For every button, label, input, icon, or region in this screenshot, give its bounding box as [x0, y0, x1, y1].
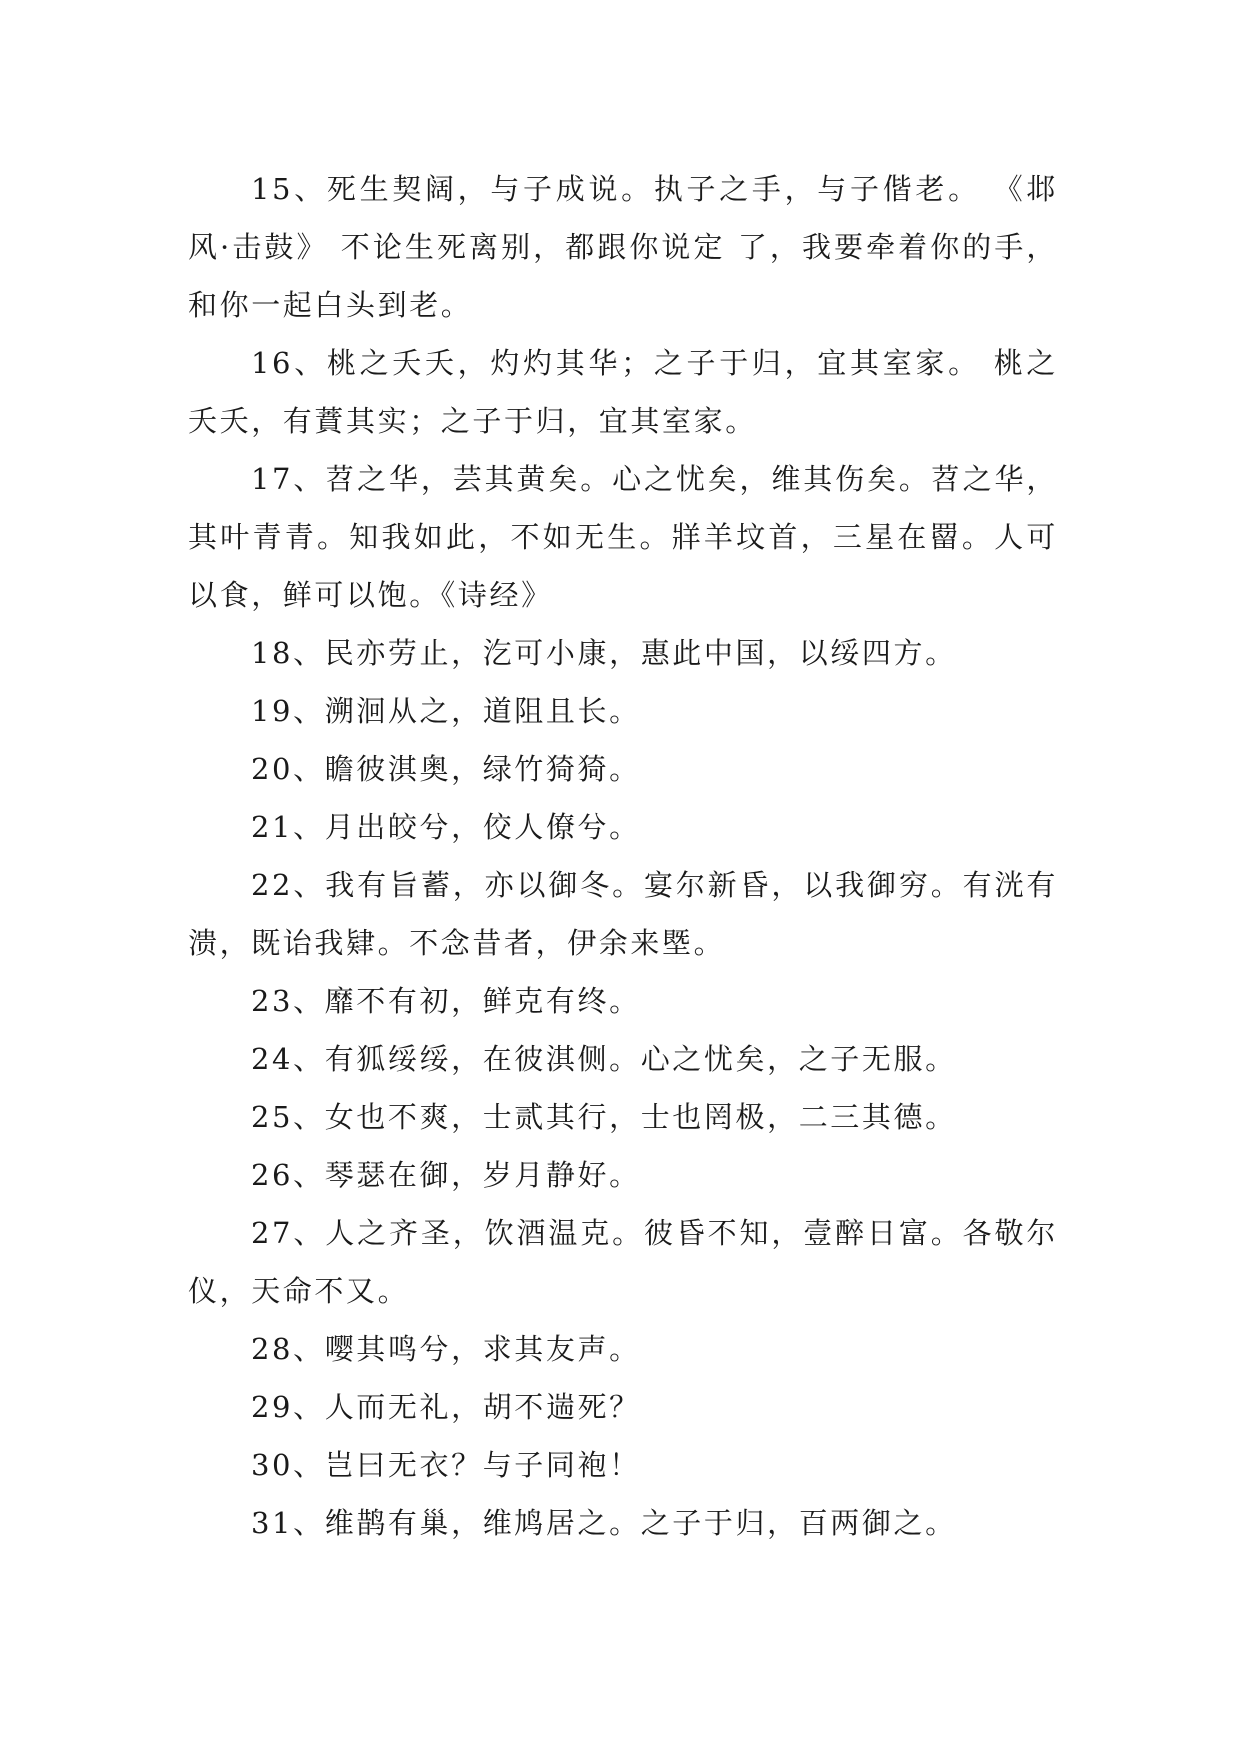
paragraph-31: 31、维鹊有巢，维鸠居之。之子于归，百两御之。 [251, 1506, 957, 1540]
paragraph-19: 19、溯洄从之，道阻且长。 [251, 694, 641, 728]
paragraph-25: 25、女也不爽，士贰其行，士也罔极，二三其德。 [251, 1100, 957, 1134]
paragraph-22: 22、我有旨蓄，亦以御冬。宴尔新昏，以我御穷。有洸有溃，既诒我肄。不念昔者，伊余来塈。 [188, 868, 1058, 960]
paragraph-23: 23、靡不有初，鲜克有终。 [251, 984, 641, 1018]
paragraph-27: 27、人之齐圣，饮酒温克。彼昏不知，壹醉日富。各敬尔仪，天命不又。 [188, 1216, 1058, 1308]
document-body [188, 160, 1058, 1552]
paragraph-21: 21、月出皎兮，佼人僚兮。 [251, 810, 641, 844]
paragraph-15: 15、死生契阔，与子成说。执子之手，与子偕老。 《邶风·击鼓》 不论生死离别，都跟你说定 了，我要牵着你的手，和你一起白头到老。 [188, 172, 1058, 322]
paragraph-24: 24、有狐绥绥，在彼淇侧。心之忧矣，之子无服。 [251, 1042, 957, 1076]
paragraph-20: 20、瞻彼淇奥，绿竹猗猗。 [251, 752, 641, 786]
paragraph-26: 26、琴瑟在御，岁月静好。 [251, 1158, 641, 1192]
paragraph-18: 18、民亦劳止，汔可小康，惠此中国，以绥四方。 [251, 636, 957, 670]
paragraph-16: 16、桃之夭夭，灼灼其华；之子于归，宜其室家。 桃之夭夭，有蕡其实；之子于归，宜其室家。 [188, 346, 1058, 438]
paragraph-28: 28、嘤其鸣兮，求其友声。 [251, 1332, 641, 1366]
paragraph-17: 17、苕之华，芸其黄矣。心之忧矣，维其伤矣。苕之华，其叶青青。知我如此，不如无生。牂羊坟首，三星在罶。人可以食，鲜可以饱。《诗经》 [188, 462, 1058, 612]
paragraph-29: 29、人而无礼，胡不遄死？ [251, 1390, 641, 1424]
paragraph-30: 30、岂曰无衣？与子同袍！ [251, 1448, 641, 1482]
